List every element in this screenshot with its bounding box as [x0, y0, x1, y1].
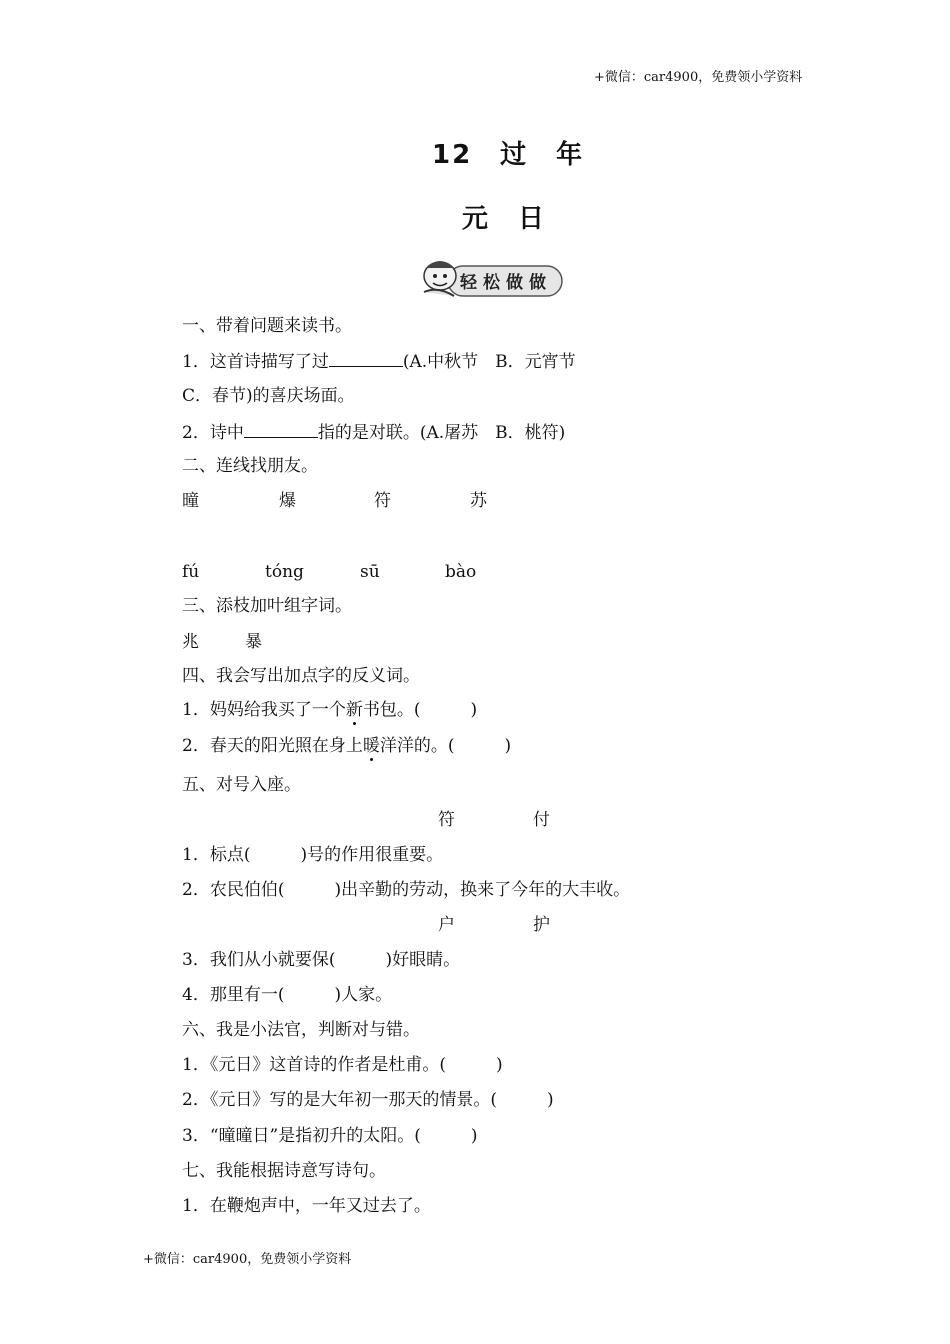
lesson-title: 12 过 年: [432, 140, 585, 170]
section2-heading: 二、连线找朋友。: [182, 456, 318, 476]
s5-q1-text-a: 1．标点(: [182, 845, 251, 865]
s4-q2-text-b: 洋洋的。(: [379, 736, 455, 756]
s1-q2-text-b: 指的是对联。(A.屠苏 B．桃符): [317, 423, 566, 443]
match-pinyin-3[interactable]: sū: [360, 562, 380, 582]
s5-pair2-b: 护: [533, 915, 550, 935]
footer-watermark: +微信：car4900，免费领小学资料: [143, 1252, 352, 1267]
match-pinyin-1[interactable]: fú: [182, 562, 200, 582]
s6-q2: [182, 1090, 554, 1110]
s5-q4: [182, 985, 392, 1005]
easy-practice-badge: [418, 256, 566, 300]
s1-q1-text-b: (A.中秋节 B．元宵节: [402, 352, 576, 372]
s4-q1-dotted-char: 新: [345, 700, 363, 720]
s5-q1: [182, 845, 443, 865]
s5-q3-text-a: 3．我们从小就要保(: [182, 950, 336, 970]
s6-q1-close: ): [495, 1055, 503, 1075]
s5-pair1-b: 付: [533, 810, 550, 830]
match-pinyin-2[interactable]: tóng: [265, 562, 304, 582]
match-char-3[interactable]: 符: [374, 491, 391, 511]
s6-q2-close: ): [546, 1090, 554, 1110]
poem-title: 元 日: [462, 204, 547, 234]
s5-q2-text-a: 2．农民伯伯(: [182, 880, 285, 900]
s5-q1-text-b: )号的作用很重要。: [300, 845, 444, 865]
s6-q2-text: 2．《元日》写的是大年初一那天的情景。(: [182, 1090, 497, 1110]
section4-heading: 四、我会写出加点字的反义词。: [182, 666, 420, 686]
s5-q4-text-b: )人家。: [334, 985, 393, 1005]
s1-q1-line1: [182, 350, 576, 372]
section6-heading: 六、我是小法官，判断对与错。: [182, 1020, 420, 1040]
s6-q3: [182, 1126, 477, 1146]
s5-pair2-a: 户: [438, 915, 455, 935]
s5-q4-text-a: 4．那里有一(: [182, 985, 285, 1005]
s3-char-2: 暴: [245, 632, 262, 652]
s1-q2-text-a: 2．诗中: [182, 423, 244, 443]
s1-q1-line2: C．春节)的喜庆场面。: [182, 386, 355, 406]
s5-q3-text-b: )好眼睛。: [385, 950, 461, 970]
section3-heading: 三、添枝加叶组字词。: [182, 596, 352, 616]
s4-q2-dotted-char: 暖: [362, 736, 380, 756]
match-pinyin-4[interactable]: bào: [445, 562, 477, 582]
s4-q2: [182, 736, 511, 756]
s6-q1: [182, 1055, 503, 1075]
s4-q1-close: ): [470, 700, 478, 720]
s6-q1-text: 1．《元日》这首诗的作者是杜甫。(: [182, 1055, 446, 1075]
badge-label: 轻松做做: [460, 273, 552, 293]
s5-q3: [182, 950, 460, 970]
s4-q2-close: ): [504, 736, 512, 756]
s7-q1: 1．在鞭炮声中，一年又过去了。: [182, 1196, 431, 1216]
s4-q1: [182, 700, 477, 720]
s4-q2-text-a: 2．春天的阳光照在身上: [182, 736, 363, 756]
section7-heading: 七、我能根据诗意写诗句。: [182, 1161, 386, 1181]
s6-q3-text: 3．“曈曈日”是指初升的太阳。(: [182, 1126, 421, 1146]
match-char-4[interactable]: 苏: [470, 491, 487, 511]
s1-q2-answer-blank[interactable]: [244, 421, 318, 438]
s5-pair1-a: 符: [438, 810, 455, 830]
s1-q2: [182, 421, 565, 443]
section1-heading: 一、带着问题来读书。: [182, 316, 352, 336]
s6-q3-close: ): [470, 1126, 478, 1146]
s1-q1-answer-blank[interactable]: [329, 350, 403, 367]
s5-q2-text-b: )出辛勤的劳动，换来了今年的大丰收。: [334, 880, 631, 900]
section5-heading: 五、对号入座。: [182, 775, 301, 795]
s3-char-1: 兆: [182, 632, 199, 652]
s4-q1-text-b: 书包。(: [362, 700, 421, 720]
match-char-2[interactable]: 爆: [279, 491, 296, 511]
match-char-1[interactable]: 曈: [182, 491, 199, 511]
s5-q2: [182, 880, 630, 900]
s1-q1-text-a: 1．这首诗描写了过: [182, 352, 329, 372]
header-watermark: +微信：car4900，免费领小学资料: [594, 70, 803, 85]
s4-q1-text-a: 1．妈妈给我买了一个: [182, 700, 346, 720]
